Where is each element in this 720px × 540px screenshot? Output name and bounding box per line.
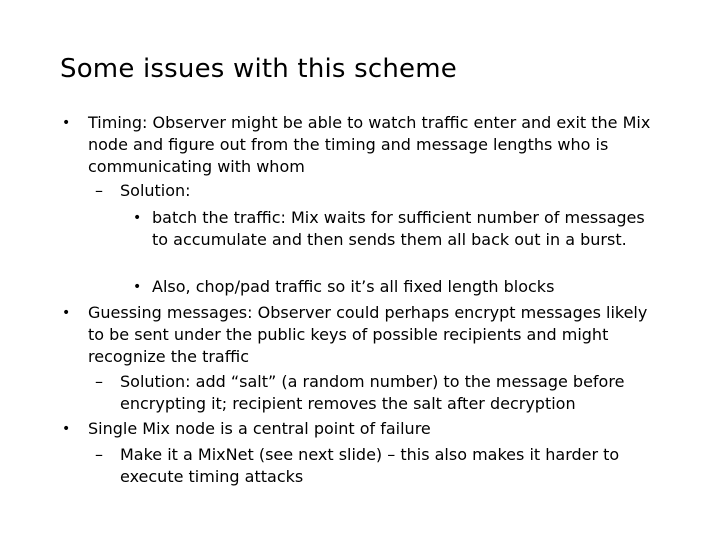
bullet-item: Timing: Observer might be able to watch traffic enter and exit the Mix node and figure out from the timing and message lengths who is communicating with whom (88, 113, 651, 176)
sub-bullet-marker: – (95, 372, 103, 391)
sub-bullet-item: Solution: add “salt” (a random number) to the message before encrypting it; recipient removes the salt after decryption (120, 372, 625, 413)
bullet-marker: • (62, 305, 71, 321)
sub-bullet-marker: – (95, 181, 103, 200)
sub-bullet-item: Solution: (120, 181, 191, 200)
sub-sub-bullet-item: Also, chop/pad traffic so it’s all fixed length blocks (152, 277, 555, 296)
slide-title: Some issues with this scheme (60, 54, 457, 84)
bullet-marker: • (62, 421, 71, 437)
bullet-item: Single Mix node is a central point of failure (88, 419, 431, 438)
sub-sub-bullet-marker: • (133, 279, 142, 295)
bullet-item: Guessing messages: Observer could perhaps encrypt messages likely to be sent under the public keys of possible recipients and might recognize the traffic (88, 303, 648, 366)
sub-bullet-item: Make it a MixNet (see next slide) – this also makes it harder to execute timing attacks (120, 445, 620, 486)
bullet-marker: • (62, 115, 71, 131)
sub-sub-bullet-marker: • (133, 210, 142, 226)
sub-sub-bullet-item: batch the traffic: Mix waits for sufficient number of messages to accumulate and then sends them all back out in a burst. (152, 208, 645, 249)
sub-bullet-marker: – (95, 445, 103, 464)
